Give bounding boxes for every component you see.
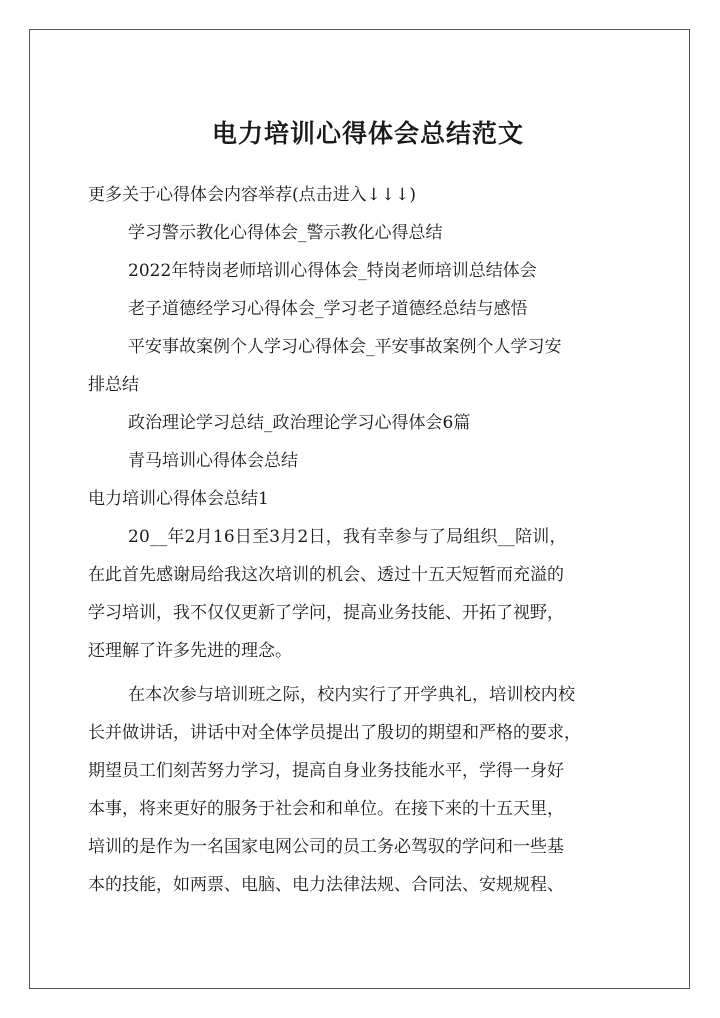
recommend-link[interactable]: 学习警示教化心得体会_警示教化心得总结 (128, 223, 443, 243)
paragraph-line: 期望员工们刻苦努力学习，提高自身业务技能水平，学得一身好 (88, 761, 564, 781)
document-title: 电力培训心得体会总结范文 (211, 119, 524, 148)
paragraph-line: 20__年2月16日至3月2日，我有幸参与了局组织__陪训， (128, 527, 567, 547)
section-heading: 电力培训心得体会总结1 (88, 489, 269, 509)
recommend-link-continuation[interactable]: 排总结 (88, 375, 139, 395)
paragraph-line: 学习培训，我不仅仅更新了学问，提高业务技能、开拓了视野， (88, 603, 564, 623)
paragraph-line: 培训的是作为一名国家电网公司的员工务必驾驭的学问和一些基 (88, 837, 564, 857)
recommend-link[interactable]: 平安事故案例个人学习心得体会_平安事故案例个人学习安 (128, 337, 562, 357)
document-body (88, 110, 648, 904)
body-paragraph (88, 518, 648, 556)
paragraph-line: 本事，将来更好的服务于社会和和单位。在接下来的十五天里， (88, 799, 564, 819)
recommend-heading: 更多关于心得体会内容举荐(点击进入↓↓↓) (88, 185, 416, 205)
paragraph-line: 在此首先感谢局给我这次培训的机会、透过十五天短暂而充溢的 (88, 565, 564, 585)
recommend-link[interactable]: 2022年特岗老师培训心得体会_特岗老师培训总结体会 (128, 261, 537, 281)
paragraph-line: 长并做讲话，讲话中对全体学员提出了殷切的期望和严格的要求， (88, 723, 581, 743)
recommend-link[interactable]: 老子道德经学习心得体会_学习老子道德经总结与感悟 (128, 299, 528, 319)
paragraph-line: 在本次参与培训班之际，校内实行了开学典礼，培训校内校 (128, 685, 576, 705)
recommend-link[interactable]: 青马培训心得体会总结 (128, 451, 298, 471)
body-paragraph (88, 676, 648, 714)
paragraph-line: 还理解了许多先进的理念。 (88, 641, 292, 661)
recommend-link[interactable]: 政治理论学习总结_政治理论学习心得体会6篇 (128, 413, 471, 433)
paragraph-line: 本的技能，如两票、电脑、电力法律法规、合同法、安规规程、 (88, 875, 564, 895)
